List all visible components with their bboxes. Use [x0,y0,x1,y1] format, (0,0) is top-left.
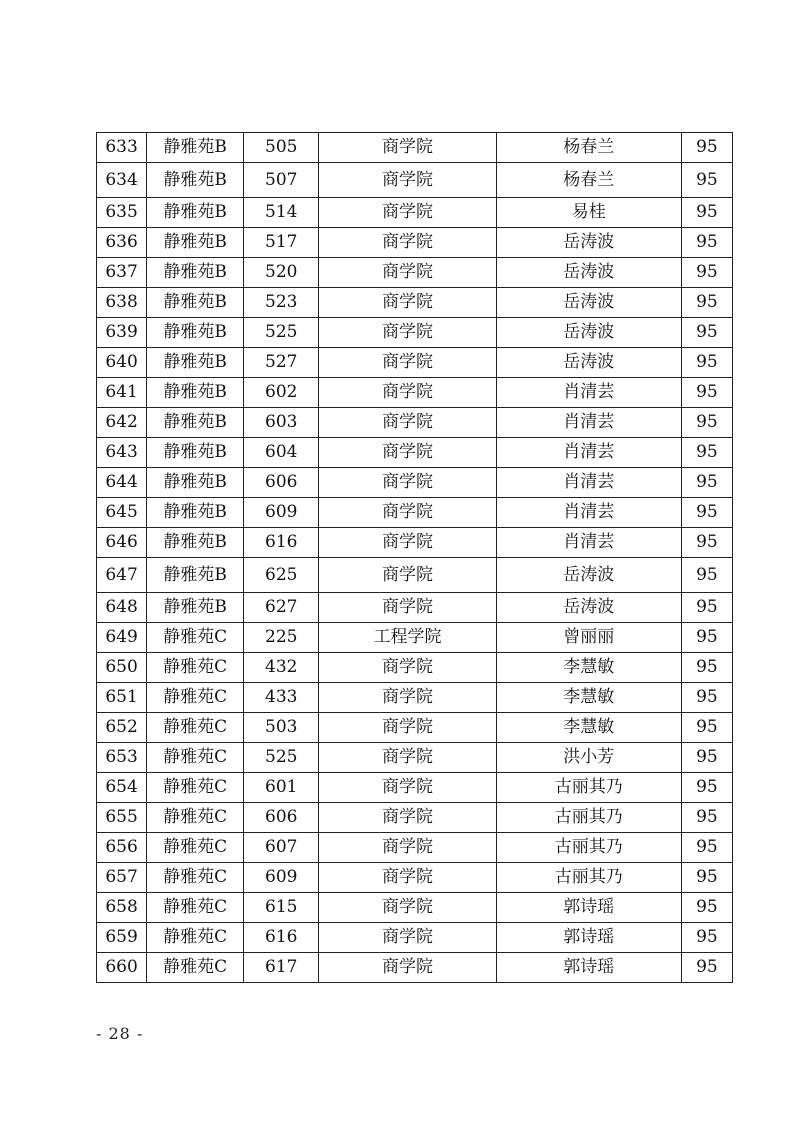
college-cell: 商学院 [319,528,496,558]
row-number-cell: 647 [97,558,147,593]
score-cell: 95 [681,743,732,773]
room-number-cell: 602 [244,378,319,408]
room-number-cell: 520 [244,258,319,288]
responsible-person-cell: 岳涛波 [496,228,681,258]
building-cell: 静雅苑C [147,953,244,983]
score-cell: 95 [681,593,732,623]
room-number-cell: 625 [244,558,319,593]
table-row [97,378,733,408]
table-row [97,558,733,593]
college-cell: 商学院 [319,833,496,863]
building-cell: 静雅苑C [147,893,244,923]
responsible-person-cell: 古丽其乃 [496,803,681,833]
table-row [97,318,733,348]
score-cell: 95 [681,953,732,983]
table-row [97,893,733,923]
room-number-cell: 507 [244,163,319,198]
room-number-cell: 603 [244,408,319,438]
score-cell: 95 [681,558,732,593]
building-cell: 静雅苑B [147,198,244,228]
responsible-person-cell: 肖清芸 [496,468,681,498]
college-cell: 商学院 [319,348,496,378]
row-number-cell: 646 [97,528,147,558]
building-cell: 静雅苑C [147,743,244,773]
score-cell: 95 [681,923,732,953]
building-cell: 静雅苑C [147,863,244,893]
college-cell: 商学院 [319,893,496,923]
responsible-person-cell: 肖清芸 [496,528,681,558]
building-cell: 静雅苑B [147,318,244,348]
college-cell: 商学院 [319,378,496,408]
responsible-person-cell: 岳涛波 [496,558,681,593]
building-cell: 静雅苑B [147,498,244,528]
score-cell: 95 [681,378,732,408]
row-number-cell: 650 [97,653,147,683]
table-row [97,468,733,498]
table-row [97,198,733,228]
table-row [97,133,733,163]
building-cell: 静雅苑C [147,803,244,833]
college-cell: 商学院 [319,438,496,468]
score-cell: 95 [681,893,732,923]
building-cell: 静雅苑B [147,228,244,258]
responsible-person-cell: 易桂 [496,198,681,228]
room-number-cell: 525 [244,318,319,348]
college-cell: 商学院 [319,863,496,893]
score-cell: 95 [681,288,732,318]
score-cell: 95 [681,408,732,438]
table-row [97,593,733,623]
score-cell: 95 [681,683,732,713]
row-number-cell: 636 [97,228,147,258]
row-number-cell: 641 [97,378,147,408]
room-number-cell: 617 [244,953,319,983]
score-cell: 95 [681,498,732,528]
responsible-person-cell: 古丽其乃 [496,773,681,803]
building-cell: 静雅苑B [147,593,244,623]
responsible-person-cell: 曾丽丽 [496,623,681,653]
room-number-cell: 606 [244,468,319,498]
score-cell: 95 [681,438,732,468]
score-cell: 95 [681,163,732,198]
row-number-cell: 649 [97,623,147,653]
room-number-cell: 604 [244,438,319,468]
table-row [97,288,733,318]
room-number-cell: 601 [244,773,319,803]
score-cell: 95 [681,198,732,228]
table-row [97,833,733,863]
table-row [97,498,733,528]
room-number-cell: 607 [244,833,319,863]
row-number-cell: 638 [97,288,147,318]
row-number-cell: 640 [97,348,147,378]
row-number-cell: 660 [97,953,147,983]
room-number-cell: 606 [244,803,319,833]
score-cell: 95 [681,468,732,498]
score-cell: 95 [681,133,732,163]
score-cell: 95 [681,318,732,348]
college-cell: 商学院 [319,228,496,258]
responsible-person-cell: 古丽其乃 [496,863,681,893]
row-number-cell: 637 [97,258,147,288]
table-row [97,953,733,983]
row-number-cell: 655 [97,803,147,833]
responsible-person-cell: 郭诗瑶 [496,923,681,953]
row-number-cell: 653 [97,743,147,773]
table-row [97,408,733,438]
responsible-person-cell: 郭诗瑶 [496,893,681,923]
building-cell: 静雅苑C [147,653,244,683]
building-cell: 静雅苑C [147,923,244,953]
college-cell: 商学院 [319,408,496,438]
responsible-person-cell: 杨春兰 [496,163,681,198]
room-number-cell: 523 [244,288,319,318]
row-number-cell: 635 [97,198,147,228]
college-cell: 商学院 [319,743,496,773]
building-cell: 静雅苑C [147,623,244,653]
room-number-cell: 609 [244,863,319,893]
row-number-cell: 643 [97,438,147,468]
building-cell: 静雅苑B [147,163,244,198]
page-number: - 28 - [96,1024,144,1043]
score-cell: 95 [681,653,732,683]
responsible-person-cell: 肖清芸 [496,498,681,528]
college-cell: 商学院 [319,773,496,803]
table-row [97,348,733,378]
score-cell: 95 [681,713,732,743]
table-row [97,923,733,953]
building-cell: 静雅苑B [147,528,244,558]
building-cell: 静雅苑B [147,258,244,288]
row-number-cell: 657 [97,863,147,893]
row-number-cell: 654 [97,773,147,803]
table-row [97,803,733,833]
building-cell: 静雅苑B [147,288,244,318]
row-number-cell: 642 [97,408,147,438]
score-cell: 95 [681,803,732,833]
room-number-cell: 517 [244,228,319,258]
table-row [97,743,733,773]
row-number-cell: 633 [97,133,147,163]
responsible-person-cell: 李慧敏 [496,713,681,743]
responsible-person-cell: 郭诗瑶 [496,953,681,983]
college-cell: 商学院 [319,558,496,593]
table-row [97,863,733,893]
room-number-cell: 225 [244,623,319,653]
college-cell: 商学院 [319,318,496,348]
responsible-person-cell: 岳涛波 [496,348,681,378]
row-number-cell: 648 [97,593,147,623]
college-cell: 商学院 [319,683,496,713]
room-number-cell: 609 [244,498,319,528]
room-number-cell: 505 [244,133,319,163]
college-cell: 商学院 [319,653,496,683]
responsible-person-cell: 杨春兰 [496,133,681,163]
row-number-cell: 634 [97,163,147,198]
responsible-person-cell: 李慧敏 [496,653,681,683]
college-cell: 商学院 [319,953,496,983]
building-cell: 静雅苑C [147,773,244,803]
building-cell: 静雅苑C [147,833,244,863]
table-row [97,653,733,683]
room-number-cell: 527 [244,348,319,378]
table-row [97,163,733,198]
table-row [97,683,733,713]
row-number-cell: 656 [97,833,147,863]
college-cell: 商学院 [319,288,496,318]
score-cell: 95 [681,623,732,653]
college-cell: 商学院 [319,258,496,288]
room-number-cell: 514 [244,198,319,228]
college-cell: 商学院 [319,198,496,228]
room-number-cell: 616 [244,528,319,558]
building-cell: 静雅苑B [147,558,244,593]
responsible-person-cell: 古丽其乃 [496,833,681,863]
responsible-person-cell: 肖清芸 [496,408,681,438]
score-cell: 95 [681,528,732,558]
table-row [97,258,733,288]
row-number-cell: 639 [97,318,147,348]
score-cell: 95 [681,863,732,893]
responsible-person-cell: 岳涛波 [496,318,681,348]
responsible-person-cell: 肖清芸 [496,378,681,408]
table-row [97,623,733,653]
responsible-person-cell: 李慧敏 [496,683,681,713]
row-number-cell: 645 [97,498,147,528]
row-number-cell: 658 [97,893,147,923]
room-number-cell: 433 [244,683,319,713]
college-cell: 商学院 [319,923,496,953]
building-cell: 静雅苑B [147,408,244,438]
building-cell: 静雅苑B [147,133,244,163]
row-number-cell: 659 [97,923,147,953]
table-row [97,713,733,743]
room-number-cell: 525 [244,743,319,773]
college-cell: 商学院 [319,133,496,163]
college-cell: 商学院 [319,163,496,198]
building-cell: 静雅苑C [147,683,244,713]
room-number-cell: 627 [244,593,319,623]
row-number-cell: 652 [97,713,147,743]
score-cell: 95 [681,348,732,378]
college-cell: 商学院 [319,468,496,498]
score-cell: 95 [681,258,732,288]
room-number-cell: 615 [244,893,319,923]
room-number-cell: 616 [244,923,319,953]
score-cell: 95 [681,228,732,258]
college-cell: 商学院 [319,803,496,833]
table-row [97,528,733,558]
building-cell: 静雅苑C [147,713,244,743]
responsible-person-cell: 岳涛波 [496,593,681,623]
table-row [97,773,733,803]
college-cell: 工程学院 [319,623,496,653]
row-number-cell: 651 [97,683,147,713]
table-body [97,133,733,983]
table-row [97,228,733,258]
building-cell: 静雅苑B [147,438,244,468]
score-cell: 95 [681,773,732,803]
row-number-cell: 644 [97,468,147,498]
score-cell: 95 [681,833,732,863]
building-cell: 静雅苑B [147,468,244,498]
responsible-person-cell: 岳涛波 [496,258,681,288]
room-number-cell: 503 [244,713,319,743]
dormitory-score-table [96,132,733,983]
college-cell: 商学院 [319,498,496,528]
building-cell: 静雅苑B [147,378,244,408]
college-cell: 商学院 [319,593,496,623]
college-cell: 商学院 [319,713,496,743]
responsible-person-cell: 岳涛波 [496,288,681,318]
responsible-person-cell: 洪小芳 [496,743,681,773]
room-number-cell: 432 [244,653,319,683]
table-row [97,438,733,468]
building-cell: 静雅苑B [147,348,244,378]
responsible-person-cell: 肖清芸 [496,438,681,468]
